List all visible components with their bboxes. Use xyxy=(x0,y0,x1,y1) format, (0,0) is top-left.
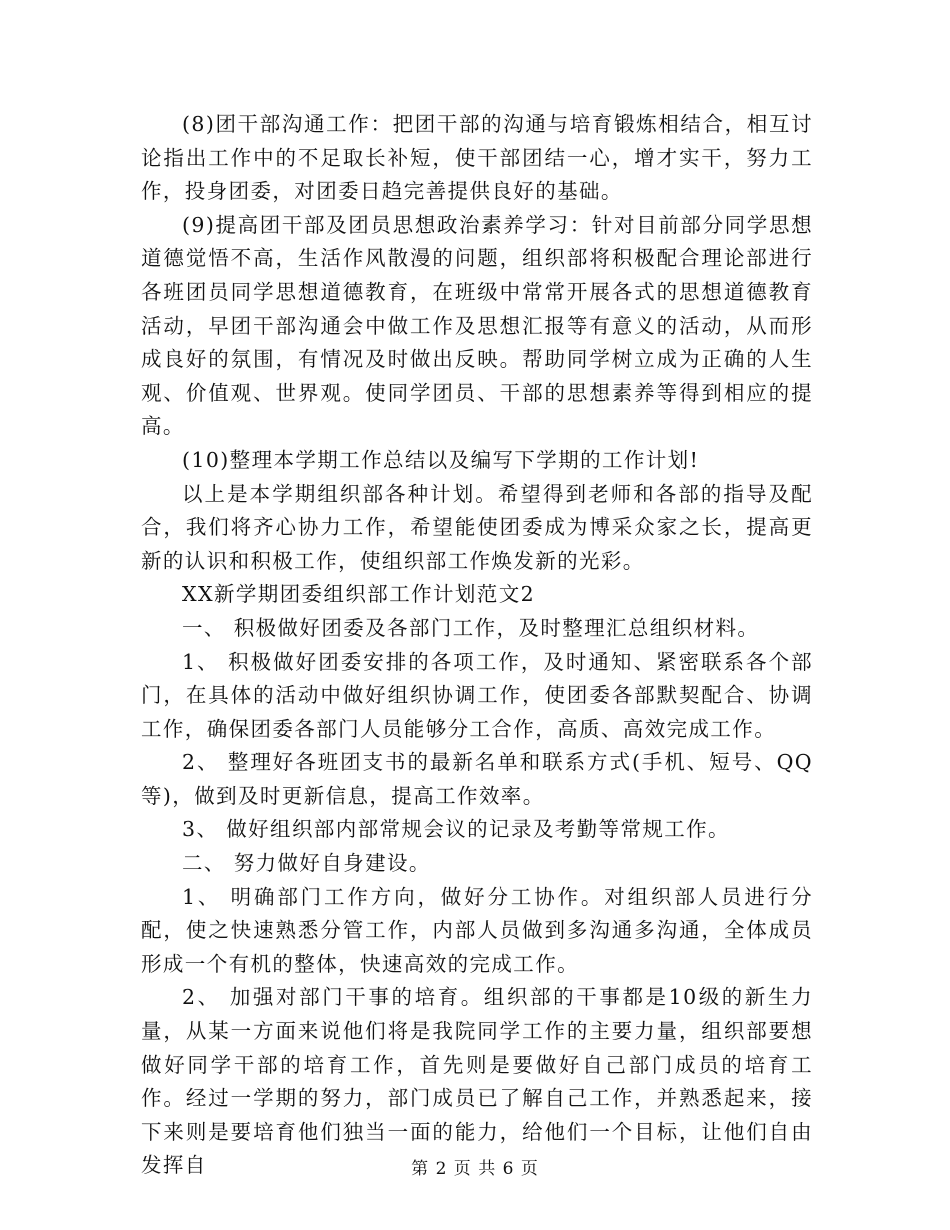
page-number-footer: 第 2 页 共 6 页 xyxy=(411,1159,539,1179)
paragraph: 2、 加强对部门干事的培育。组织部的干事都是10级的新生力量，从某一方面来说他们将是我院同学工作的主要力量，组织部要想做好同学干部的培育工作，首先则是要做好自己部门成员的培育工作。经过一学期的努力，部门成员已了解自己工作，并熟悉起来，接下来则是要培育他们独当一面的能力，给他们一个目标，让他们自由发挥自 xyxy=(141,985,813,1178)
paragraph: (8)团干部沟通工作：把团干部的沟通与培育锻炼相结合，相互讨论指出工作中的不足取长补短，使干部团结一心，增才实干，努力工作，投身团委，对团委日趋完善提供良好的基础。 xyxy=(141,112,813,204)
paragraph: 2、 整理好各班团支书的最新名单和联系方式(手机、短号、QQ等)，做到及时更新信息，提高工作效率。 xyxy=(141,750,813,808)
paragraph: (9)提高团干部及团员思想政治素养学习：针对目前部分同学思想道德觉悟不高，生活作风散漫的问题，组织部将积极配合理论部进行各班团员同学思想道德教育，在班级中常常开展各式的思想道德教育活动，早团干部沟通会中做工作及思想汇报等有意义的活动，从而形成良好的氛围，有情况及时做出反映。帮助同学树立成为正确的人生观、价值观、世界观。使同学团员、干部的思想素养等得到相应的提高。 xyxy=(141,212,813,439)
document-body xyxy=(141,108,813,1183)
paragraph: 以上是本学期组织部各种计划。希望得到老师和各部的指导及配合，我们将齐心协力工作，希望能使团委成为博采众家之长，提高更新的认识和积极工作，使组织部工作焕发新的光彩。 xyxy=(141,481,813,573)
paragraph: 二、 努力做好自身建设。 xyxy=(182,851,431,876)
paragraph: 1、 明确部门工作方向，做好分工协作。对组织部人员进行分配，使之快速熟悉分管工作，内部人员做到多沟通多沟通，全体成员形成一个有机的整体，快速高效的完成工作。 xyxy=(141,884,813,976)
section-title: XX新学期团委组织部工作计划范文2 xyxy=(182,582,536,607)
paragraph: (10)整理本学期工作总结以及编写下学期的工作计划! xyxy=(182,447,700,472)
paragraph: 一、 积极做好团委及各部门工作，及时整理汇总组织材料。 xyxy=(182,615,760,640)
paragraph: 3、 做好组织部内部常规会议的记录及考勤等常规工作。 xyxy=(182,817,730,842)
paragraph: 1、 积极做好团委安排的各项工作，及时通知、紧密联系各个部门，在具体的活动中做好组织协调工作，使团委各部默契配合、协调工作，确保团委各部门人员能够分工合作，高质、高效完成工作。 xyxy=(141,649,813,741)
